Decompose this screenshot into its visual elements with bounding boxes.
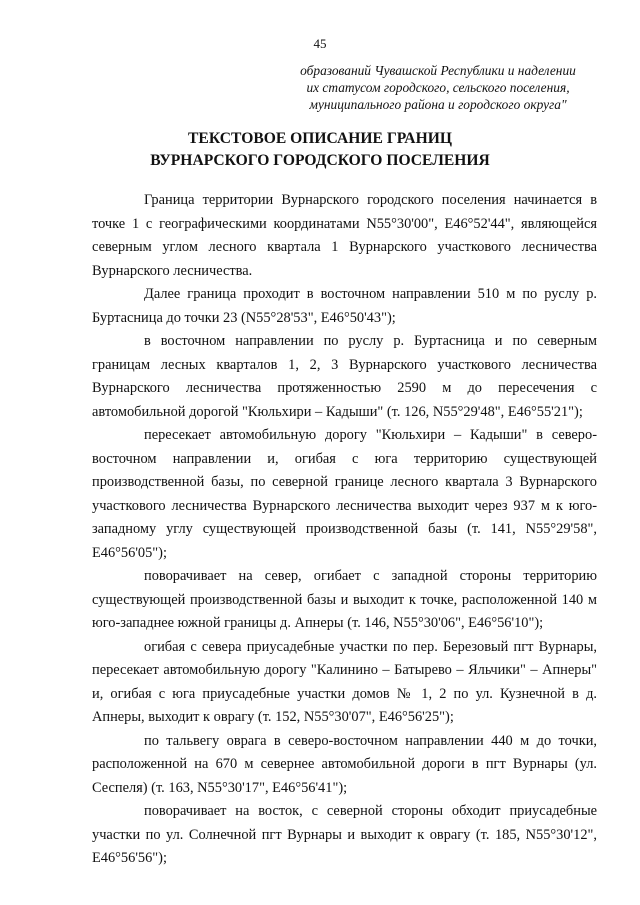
paragraph: по тальвегу оврага в северо-восточном направлении 440 м до точки, расположенной на 670 м севернее автомобильной дороги в пгт Вурнары (ул. Сеспеля) (т. 163, N55°30'17", E46°56'41"); — [92, 732, 597, 796]
paragraph: Граница территории Вурнарского городского поселения начинается в точке 1 с географическими координатами N55°30'00", E46°52'44", являющейся северным углом лесного квартала 1 Вурнарского участкового лесничества Вурнарского лесничества. — [92, 192, 597, 279]
page-number: 45 — [313, 36, 327, 51]
paragraph: поворачивает на восток, с северной стороны обходит приусадебные участки по ул. Солнечной пгт Вурнары и выходит к оврагу (т. 185, N55°30'12", E46°56'56"); — [92, 803, 597, 866]
paragraph: пересекает автомобильную дорогу "Кюльхири – Кадыши" в северо-восточном направлении и, огибая с юга территорию существующей производственной базы, по северной границе лесного квартала 3 Вурнарского участкового лесничества Вурнарского лесничества выходит через 937 м к юго-западному углу существующей производственной базы (т. 141, N55°29'58", E46°56'05"); — [92, 427, 597, 561]
paragraph: поворачивает на север, огибает с западной стороны территорию существующей производственной базы и выходит к точке, расположенной 140 м юго-западнее южной границы д. Апнеры (т. 146, N55°30'06", E46°56'10"); — [92, 568, 597, 631]
paragraph: огибая с севера приусадебные участки по пер. Березовый пгт Вурнары, пересекает автомобильную дорогу "Калинино – Батырево – Яльчики" – Апнеры" и, огибая с юга приусадебные участки домов № 1, 2 по ул. Кузнечной в д. Апнеры, выходит к оврагу (т. 152, N55°30'07", E46°56'25"); — [92, 638, 597, 725]
header-note — [288, 62, 588, 113]
header-note-line: их статусом городского, сельского поселения, — [306, 80, 570, 95]
paragraph: в восточном направлении по руслу р. Буртасница и по северным границам лесных кварталов 1, 2, 3 Вурнарского участкового лесничества Вурнарского лесничества протяженностью 2590 м до пересечения с автомобильной дорогой "Кюльхири – Кадыши" (т. 126, N55°29'48", E46°55'21"); — [92, 333, 597, 420]
boundary-description — [92, 189, 597, 871]
document-title-line: ВУРНАРСКОГО ГОРОДСКОГО ПОСЕЛЕНИЯ — [150, 152, 490, 169]
paragraph: Далее граница проходит в восточном направлении 510 м по руслу р. Буртасница до точки 23 (N55°28'53", E46°50'43"); — [92, 286, 597, 326]
header-note-line: муниципального района и городского округа" — [309, 97, 567, 112]
document-title-line: ТЕКСТОВОЕ ОПИСАНИЕ ГРАНИЦ — [188, 130, 452, 147]
document-title — [40, 128, 600, 172]
header-note-line: образований Чувашской Республики и наделении — [300, 63, 576, 78]
